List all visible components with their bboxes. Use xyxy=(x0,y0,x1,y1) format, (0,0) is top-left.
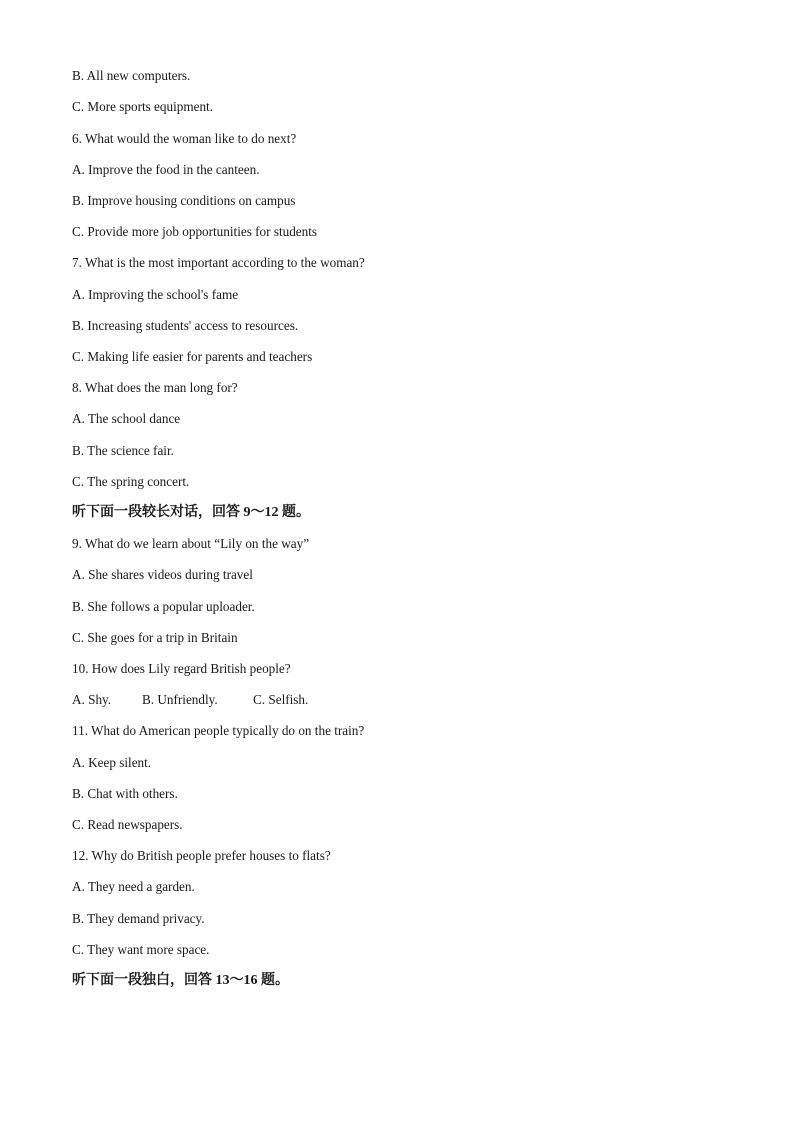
section-heading-13-16: 听下面一段独白，回答 13～16 题。 xyxy=(72,973,289,988)
option-8a: A. The school dance xyxy=(72,411,181,426)
option-12b: B. They demand privacy. xyxy=(72,911,205,926)
option-11b: B. Chat with others. xyxy=(72,786,178,801)
option-9c: C. She goes for a trip in Britain xyxy=(72,630,238,645)
option-11a: A. Keep silent. xyxy=(72,755,152,770)
option-12a: A. They need a garden. xyxy=(72,879,195,894)
question-8: 8. What does the man long for? xyxy=(72,380,238,395)
option-9a: A. She shares videos during travel xyxy=(72,567,253,582)
option-6a: A. Improve the food in the canteen. xyxy=(72,162,260,177)
option-10a: A. Shy. xyxy=(72,692,112,707)
option-5b: B. All new computers. xyxy=(72,68,191,83)
question-7: 7. What is the most important according to the woman? xyxy=(72,255,365,270)
option-10c: C. Selfish. xyxy=(253,692,309,707)
option-6b: B. Improve housing conditions on campus xyxy=(72,193,296,208)
question-9: 9. What do we learn about “Lily on the way” xyxy=(72,536,310,551)
question-10: 10. How does Lily regard British people? xyxy=(72,661,291,676)
question-6: 6. What would the woman like to do next? xyxy=(72,131,297,146)
option-8c: C. The spring concert. xyxy=(72,474,190,489)
question-12: 12. Why do British people prefer houses to flats? xyxy=(72,848,331,863)
option-10b: B. Unfriendly. xyxy=(142,692,218,707)
option-6c: C. Provide more job opportunities for students xyxy=(72,224,318,239)
question-11: 11. What do American people typically do on the train? xyxy=(72,723,365,738)
option-5c: C. More sports equipment. xyxy=(72,99,214,114)
option-11c: C. Read newspapers. xyxy=(72,817,183,832)
option-8b: B. The science fair. xyxy=(72,443,174,458)
option-9b: B. She follows a popular uploader. xyxy=(72,599,255,614)
option-7c: C. Making life easier for parents and teachers xyxy=(72,349,313,364)
option-12c: C. They want more space. xyxy=(72,942,210,957)
option-7b: B. Increasing students' access to resources. xyxy=(72,318,299,333)
options-10 xyxy=(72,692,308,708)
section-heading-9-12: 听下面一段较长对话，回答 9～12 题。 xyxy=(72,505,310,520)
option-7a: A. Improving the school's fame xyxy=(72,287,239,302)
